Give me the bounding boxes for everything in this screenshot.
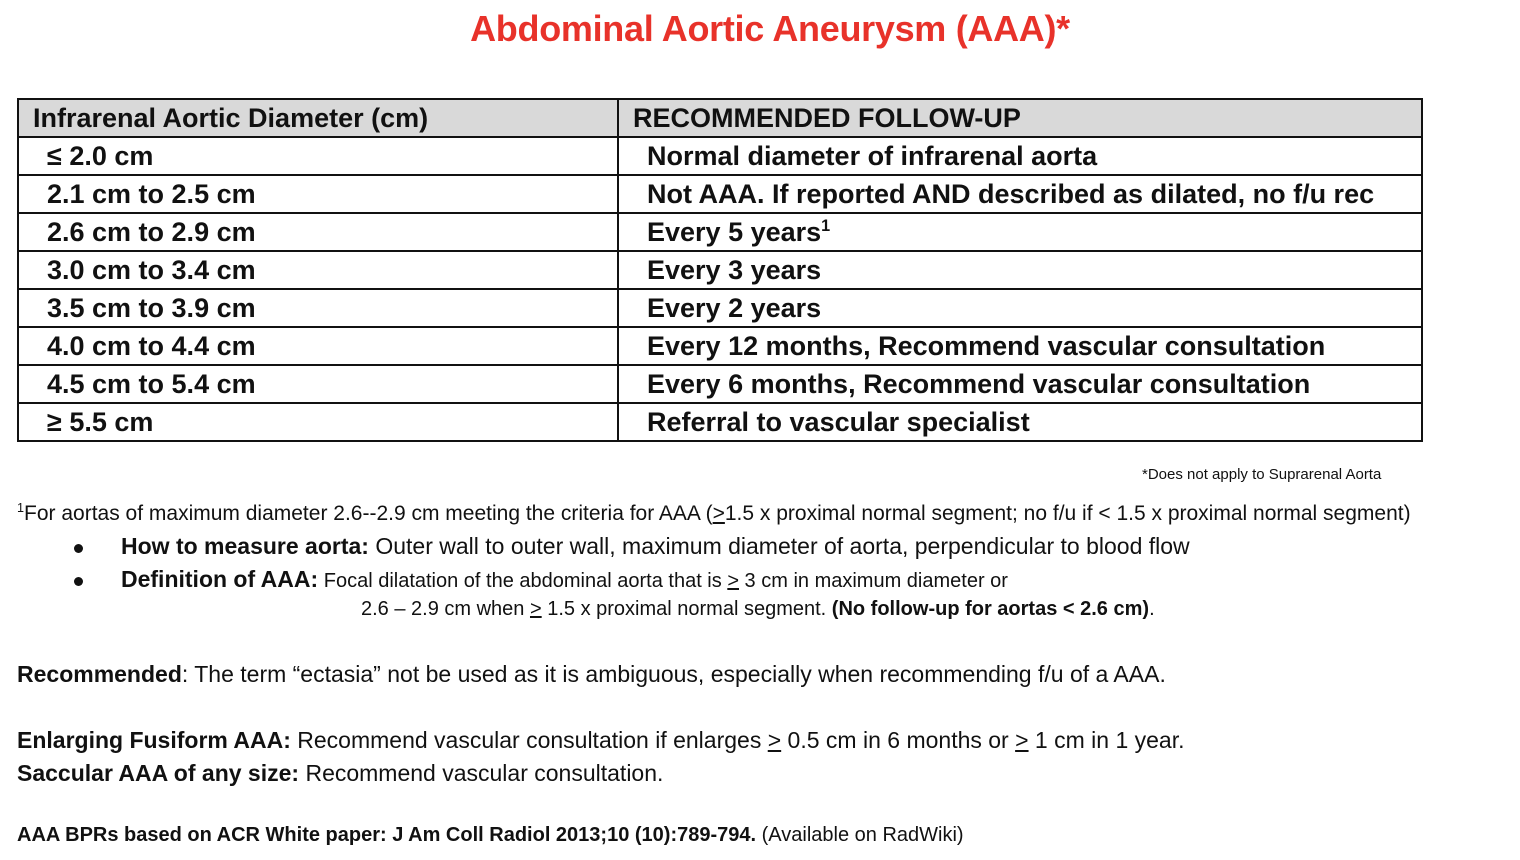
page-title: Abdominal Aortic Aneurysm (AAA)* [470, 8, 1070, 49]
saccular-label: Saccular AAA of any size: [17, 760, 300, 786]
table-row [18, 365, 1422, 403]
definition-line2-bold: (No follow-up for aortas < 2.6 cm) [831, 598, 1150, 620]
followup-cell: Not AAA. If reported AND described as dilated, no f/u rec [618, 175, 1422, 213]
fusiform-text-a: Recommend vascular consultation if enlarges [290, 727, 768, 753]
table-row [18, 137, 1422, 175]
footnote [17, 502, 1411, 526]
definition-line2-b: 1.5 x proximal normal segment. [541, 598, 832, 620]
definition-label: Definition of AAA: [121, 566, 319, 592]
table-row [18, 289, 1422, 327]
table-row [18, 403, 1422, 441]
diameter-cell: 4.5 cm to 5.4 cm [18, 365, 618, 403]
bullet-list [60, 533, 1190, 599]
bullet-icon [74, 544, 83, 553]
table-row [18, 213, 1422, 251]
list-item-measure [60, 533, 1190, 566]
citation [17, 824, 964, 847]
diameter-cell: ≥ 5.5 cm [18, 403, 618, 441]
followup-cell: Every 12 months, Recommend vascular consultation [618, 327, 1422, 365]
fusiform-label: Enlarging Fusiform AAA: [17, 727, 291, 753]
diameter-cell: 3.5 cm to 3.9 cm [18, 289, 618, 327]
diameter-cell: 3.0 cm to 3.4 cm [18, 251, 618, 289]
footnote-text-a: For aortas of maximum diameter 2.6--2.9 cm meeting the criteria for AAA ( [24, 502, 713, 525]
table-row [18, 327, 1422, 365]
table-header-row [18, 99, 1422, 137]
definition-line2-ge: > [529, 598, 542, 620]
header-followup: RECOMMENDED FOLLOW-UP [618, 99, 1422, 137]
footnote-number: 1 [17, 501, 25, 515]
definition-ge: > [727, 570, 739, 592]
diameter-cell: ≤ 2.0 cm [18, 137, 618, 175]
definition-line-2 [361, 598, 1155, 621]
definition-line2-a: 2.6 – 2.9 cm when [361, 598, 530, 620]
diameter-cell: 4.0 cm to 4.4 cm [18, 327, 618, 365]
citation-bold: AAA BPRs based on ACR White paper: J Am Coll Radiol 2013;10 (10):789-794. [17, 824, 757, 846]
saccular-text: Recommend vascular consultation. [299, 760, 664, 786]
table-row [18, 251, 1422, 289]
fusiform-text-c: 1 cm in 1 year. [1028, 727, 1185, 753]
fusiform-ge-2: > [1015, 727, 1029, 753]
followup-cell: Every 6 months, Recommend vascular consultation [618, 365, 1422, 403]
saccular-paragraph [17, 760, 663, 787]
recommended-paragraph [17, 661, 1166, 688]
fusiform-paragraph [17, 727, 1185, 754]
recommended-label: Recommended [17, 661, 182, 687]
footnote-text-b: 1.5 x proximal normal segment; no f/u if < 1.5 x proximal normal segment) [724, 502, 1411, 525]
header-diameter: Infrarenal Aortic Diameter (cm) [18, 99, 618, 137]
table-note: *Does not apply to Suprarenal Aorta [1142, 466, 1382, 483]
followup-cell: Referral to vascular specialist [618, 403, 1422, 441]
followup-text: Every 5 years [647, 216, 822, 247]
measure-text: Outer wall to outer wall, maximum diameter of aorta, perpendicular to blood flow [368, 533, 1190, 559]
definition-text-a: Focal dilatation of the abdominal aorta that is [318, 570, 728, 592]
followup-cell: Every 3 years [618, 251, 1422, 289]
bullet-icon [74, 577, 83, 586]
footnote-ge: > [712, 502, 725, 525]
fusiform-text-b: 0.5 cm in 6 months or [781, 727, 1016, 753]
measure-label: How to measure aorta: [121, 533, 369, 559]
followup-cell [618, 213, 1422, 251]
definition-text-b: 3 cm in maximum diameter or [739, 570, 1008, 592]
footnote-marker: 1 [821, 216, 831, 235]
citation-normal: (Available on RadWiki) [756, 824, 964, 846]
fusiform-ge-1: > [767, 727, 782, 753]
table-row [18, 175, 1422, 213]
followup-cell: Every 2 years [618, 289, 1422, 327]
definition-line2-end: . [1149, 598, 1155, 620]
diameter-cell: 2.1 cm to 2.5 cm [18, 175, 618, 213]
followup-table [17, 98, 1423, 442]
diameter-cell: 2.6 cm to 2.9 cm [18, 213, 618, 251]
recommended-text: : The term “ectasia” not be used as it is ambiguous, especially when recommending f/u of a AAA. [181, 661, 1166, 687]
list-item-definition [60, 566, 1190, 599]
followup-cell: Normal diameter of infrarenal aorta [618, 137, 1422, 175]
